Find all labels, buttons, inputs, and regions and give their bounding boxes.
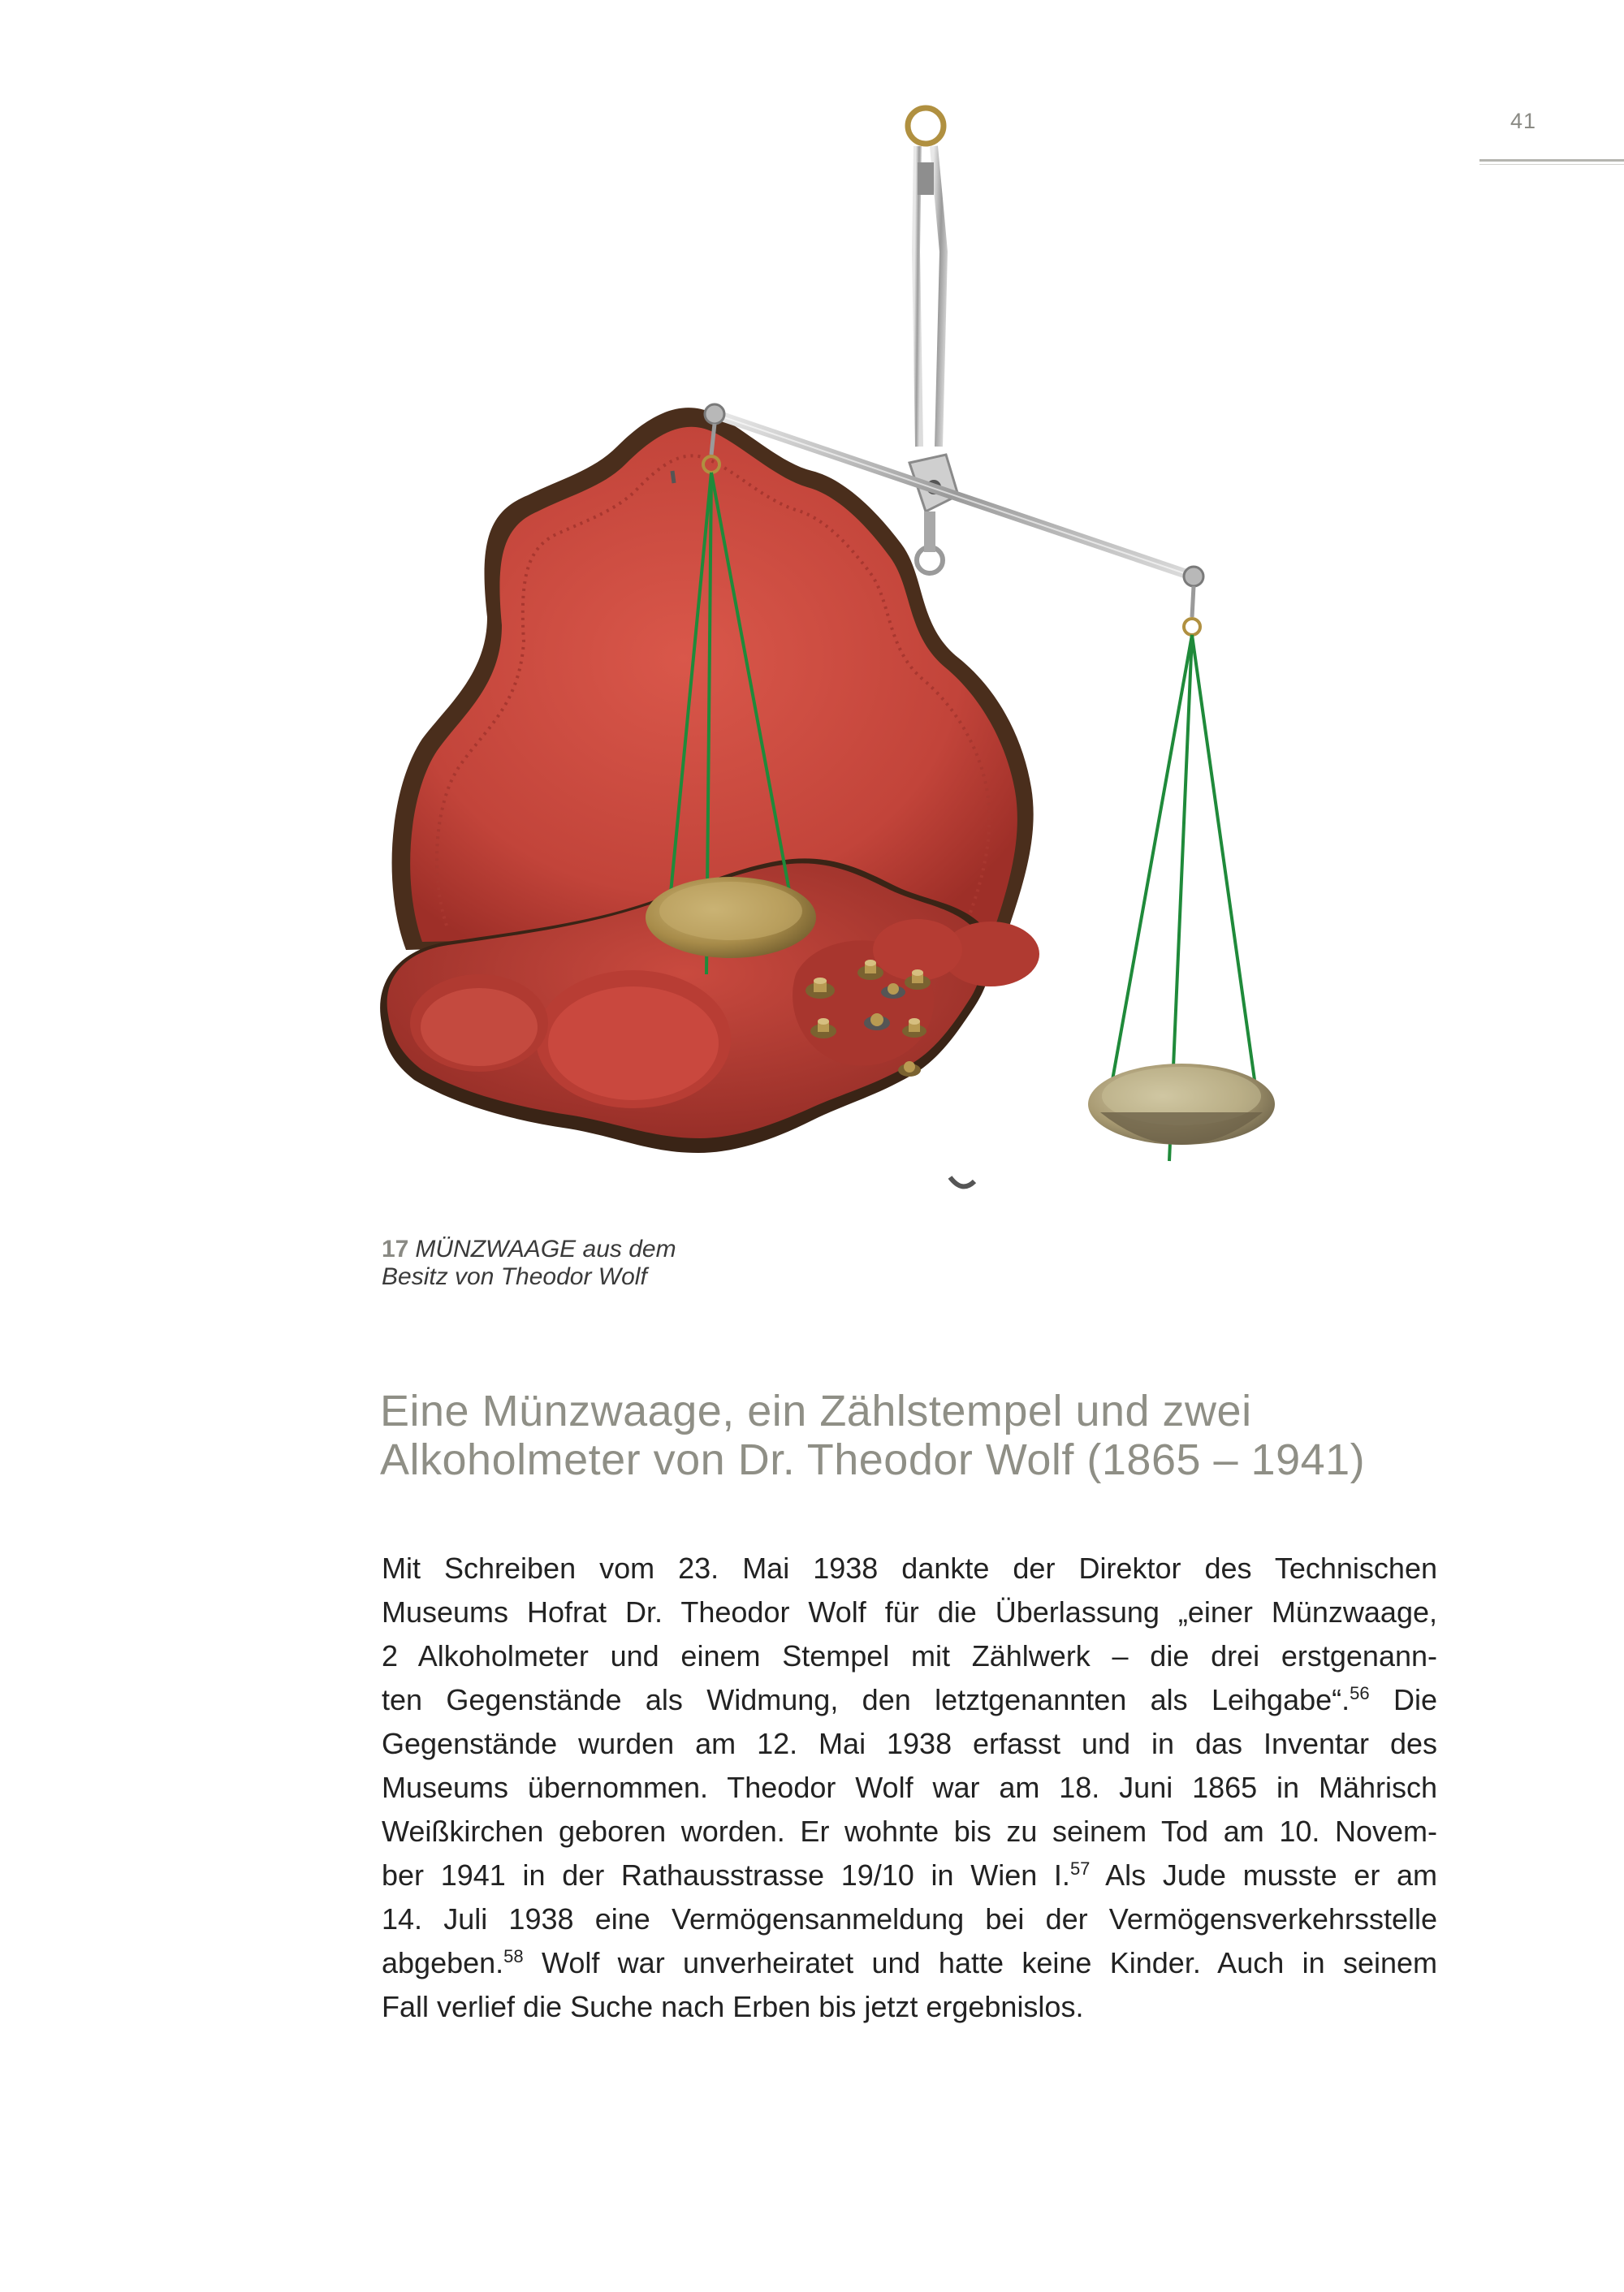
figure-caption-title: MÜNZWAAGE: [415, 1236, 577, 1263]
page-number-rule: [1479, 159, 1624, 162]
body-line: abgeben.$^{58}$ Wolf war unverheiratet und hatte keine Kinder. Auch in seinem: [382, 1946, 1437, 1979]
body-line: ber 1941 in der Rathausstrasse 19/10 in Wien I.$^{57}$ Als Jude musste er am: [382, 1858, 1438, 1892]
figure-number: 17: [382, 1236, 409, 1263]
figure-caption: [382, 1236, 950, 1291]
figure-caption-line2: Besitz von Theodor Wolf: [382, 1263, 647, 1290]
page-number-rule-thin: [1479, 164, 1624, 165]
figure-caption-rest: aus dem: [576, 1236, 676, 1263]
body-line: Museums Hofrat Dr. Theodor Wolf für die Überlassung „einer Münzwaage,: [382, 1595, 1437, 1629]
body-line: Gegenstände wurden am 12. Mai 1938 erfasst und in das Inventar des: [382, 1727, 1437, 1760]
body-line: Mit Schreiben vom 23. Mai 1938 dankte der Direktor des Technischen: [382, 1552, 1437, 1585]
body-line: 14. Juli 1938 eine Vermögensanmeldung bei der Vermögensverkehrsstelle: [382, 1902, 1437, 1936]
coin-scale-photo: [357, 89, 1291, 1242]
body-line: ten Gegenstände als Widmung, den letztgenannten als Leihgabe“.$^{56}$ Die: [382, 1683, 1437, 1716]
footnote-ref: 58: [503, 1946, 524, 1966]
page-number: 41: [1510, 109, 1537, 133]
body-line: Fall verlief die Suche nach Erben bis jetzt ergebnislos.: [382, 1990, 1084, 2023]
article-title: [380, 1387, 1517, 1484]
body-line: Museums übernommen. Theodor Wolf war am 18. Juni 1865 in Mährisch: [382, 1771, 1437, 1804]
body-line: Weißkirchen geboren worden. Er wohnte bis zu seinem Tod am 10. Novem-: [382, 1815, 1437, 1848]
article-body: [382, 1547, 1437, 2029]
article-title-line2: Alkoholmeter von Dr. Theodor Wolf (1865 – 1941): [380, 1435, 1366, 1484]
article-title-line1: Eine Münzwaage, ein Zählstempel und zwei: [380, 1387, 1252, 1435]
footnote-ref: 57: [1069, 1858, 1091, 1879]
footnote-ref: 56: [1350, 1683, 1370, 1703]
body-line: 2 Alkoholmeter und einem Stempel mit Zählwerk – die drei erstgenann-: [382, 1639, 1437, 1673]
